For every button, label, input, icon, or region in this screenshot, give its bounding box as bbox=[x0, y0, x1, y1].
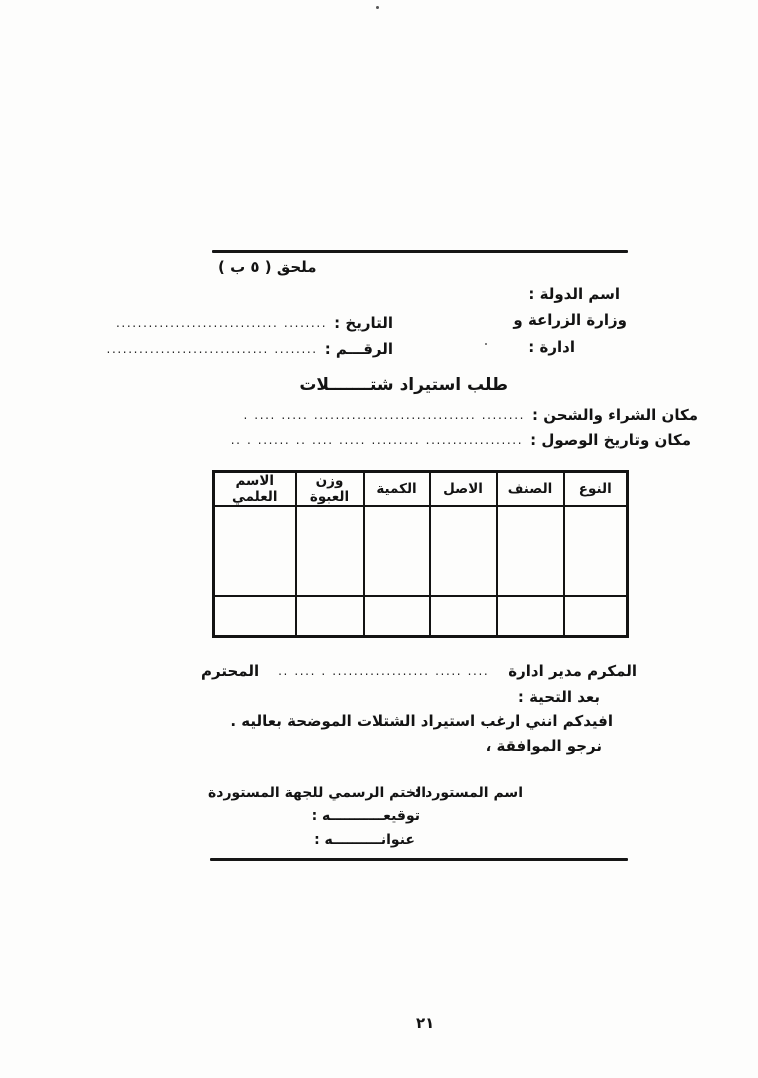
table-row bbox=[214, 506, 628, 596]
number-field bbox=[107, 340, 393, 358]
arrival-label-text: مكان وتاريخ الوصول : bbox=[530, 431, 691, 449]
arrival-blank-line: .................. ......... ..... .... .. ...... . .. bbox=[230, 433, 524, 447]
table-cell-empty bbox=[497, 596, 564, 637]
ministry-label: وزارة الزراعة و bbox=[513, 311, 627, 329]
col-header-type: النوع bbox=[564, 472, 628, 507]
appendix-label: ملحق ( ٥ ب ) bbox=[218, 258, 317, 276]
page-number: ٢١ bbox=[416, 1014, 435, 1032]
purchase-shipping-label: مكان الشراء والشحن : bbox=[532, 406, 698, 424]
table-cell-empty bbox=[430, 506, 497, 596]
scan-speck bbox=[376, 6, 379, 9]
col-header-quantity: الكمية bbox=[364, 472, 430, 507]
addressee-line bbox=[201, 662, 637, 680]
col-header-variety: الصنف bbox=[497, 472, 564, 507]
request-body-line: افيدكم انني ارغب استيراد الشتلات الموضحة بعاليه . bbox=[230, 712, 613, 730]
department-label: ادارة : bbox=[528, 338, 575, 356]
importer-signature-label: توقيعـــــــــــه : bbox=[311, 808, 420, 824]
importer-name-label: اسم المستورد : bbox=[414, 785, 523, 801]
table-cell-empty bbox=[296, 596, 364, 637]
col-header-origin: الاصل bbox=[430, 472, 497, 507]
official-stamp-label: الختم الرسمي للجهة المستوردة bbox=[208, 785, 427, 801]
table-cell-empty bbox=[364, 596, 430, 637]
table-cell-empty bbox=[364, 506, 430, 596]
table-cell-empty bbox=[214, 596, 296, 637]
form-title: طلب استيراد شتـــــــلات bbox=[299, 375, 508, 395]
col-header-scientific-name: الاسم العلمي bbox=[214, 472, 296, 507]
arrival-field bbox=[231, 431, 698, 449]
greeting-line: بعد التحية : bbox=[517, 688, 600, 706]
date-field bbox=[116, 314, 393, 332]
table-cell-empty bbox=[564, 596, 628, 637]
table-cell-empty bbox=[296, 506, 364, 596]
purchase-shipping-field bbox=[243, 406, 698, 424]
importer-address-label: عنوانــــــــــه : bbox=[314, 832, 415, 848]
country-name-label: اسم الدولة : bbox=[528, 285, 620, 303]
table-cell-empty bbox=[564, 506, 628, 596]
addressee-blank-line: .... ..... .................. . .... .. bbox=[278, 664, 490, 678]
purchase-shipping-blank-line: ........ .............................. ..... .... . bbox=[243, 408, 526, 422]
col-header-package-weight: وزن العبوة bbox=[296, 472, 364, 507]
table-header-row bbox=[214, 472, 628, 507]
table-cell-empty bbox=[214, 506, 296, 596]
top-rule bbox=[212, 250, 628, 253]
addressee-honorific: المحترم bbox=[201, 662, 260, 680]
closing-line: نرجو الموافقة ، bbox=[485, 737, 602, 755]
table-row bbox=[214, 596, 628, 637]
import-items-table bbox=[212, 470, 629, 638]
number-blank-line: ........ .............................. bbox=[106, 342, 318, 356]
date-label: التاريخ : bbox=[334, 314, 393, 332]
date-blank-line: ........ .............................. bbox=[116, 316, 328, 330]
table-cell-empty bbox=[497, 506, 564, 596]
table-cell-empty bbox=[430, 596, 497, 637]
scan-speck bbox=[485, 343, 487, 345]
addressee-prefix: المكرم مدير ادارة bbox=[508, 662, 637, 680]
bottom-rule bbox=[210, 858, 628, 861]
number-label: الرقـــم : bbox=[324, 340, 393, 358]
